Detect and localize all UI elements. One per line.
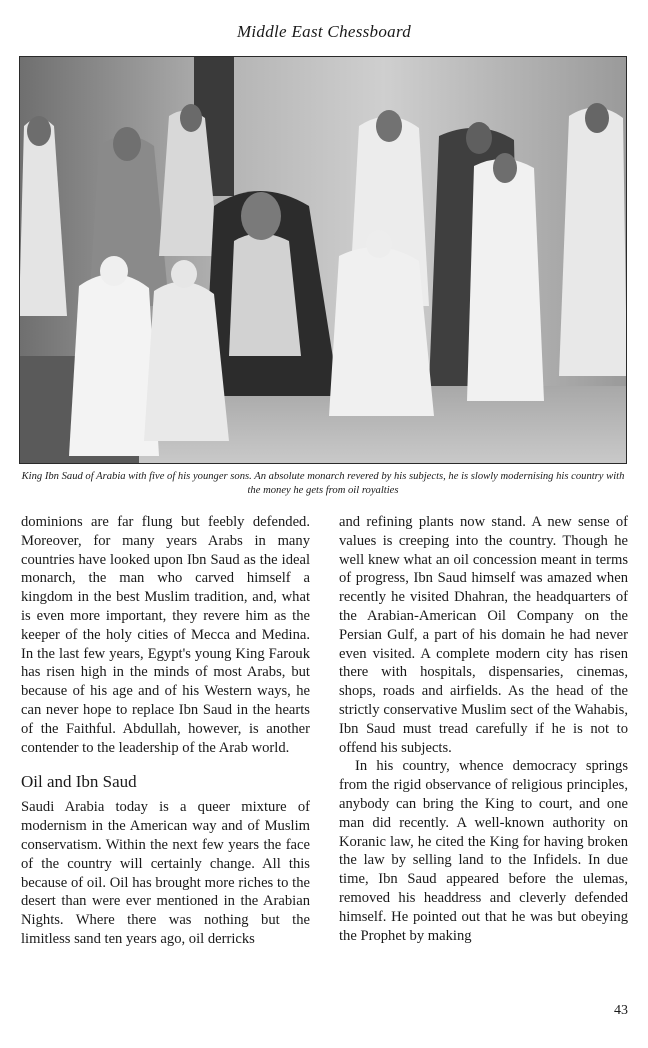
right-column [339,513,628,945]
photograph [19,56,627,464]
page-number: 43 [614,1003,628,1018]
subheading: Oil and Ibn Saud [21,772,137,792]
left-column [21,513,310,949]
left-paragraph-2: Saudi Arabia today is a queer mixture of modernism in the American way and of Muslim conservatism. Within the next few years the face of the country will certainly change. All this because of oil. Oil has brought more riches to the desert than were ever mentioned in the Arabian Nights. Where there was nothing but the limitless sand ten years ago, oil derricks [21,799,310,947]
right-paragraph-2: In his country, whence democracy springs from the rigid observance of religious principles, anybody can bring the King to court, and one man did recently. A well-known authority on Koranic law, he cited the King for having broken the law by selling land to the Infidels. In due time, Ibn Saud appeared before the ulemas, removed his headdress and cleverly defended himself. He pointed out that he was but obeying the Prophet by making [339,758,628,944]
running-head: Middle East Chessboard [236,22,412,41]
left-paragraph-1: dominions are far flung but feebly defended. Moreover, for many years Arabs in many countries have looked upon Ibn Saud as the ideal monarch, the man who carved himself a kingdom in the best Muslim tradition, and, what is even more important, they revere him as the keeper of the holy cities of Mecca and Medina. In the last few years, Egypt's young King Farouk has risen high in the minds of most Arabs, but because of his age and of his Western ways, he can never hope to replace Ibn Saud in the hearts of the Faithful. Abdullah, however, is another contender to the leadership of the Arab world. [21,514,310,756]
photo-caption: King Ibn Saud of Arabia with five of his younger sons. An absolute monarch revered by his subjects, he is slowly modernising his country with the money he gets from oil royalties [21,471,625,496]
right-paragraph-1: and refining plants now stand. A new sense of values is creeping into the country. Though he well knew what an oil concession meant in terms of progress, Ibn Saud himself was amazed when recently he visited Dhahran, the headquarters of the Arabian-American Oil Company on the Persian Gulf, a part of his domain he had never even visited. A complete modern city has risen there with hospitals, dispensaries, cinemas, shops, roads and airfields. As the head of the strictly conservative Muslim sect of the Wahabis, Ibn Saud must tread carefully if he is not to offend his subjects. [339,514,628,756]
